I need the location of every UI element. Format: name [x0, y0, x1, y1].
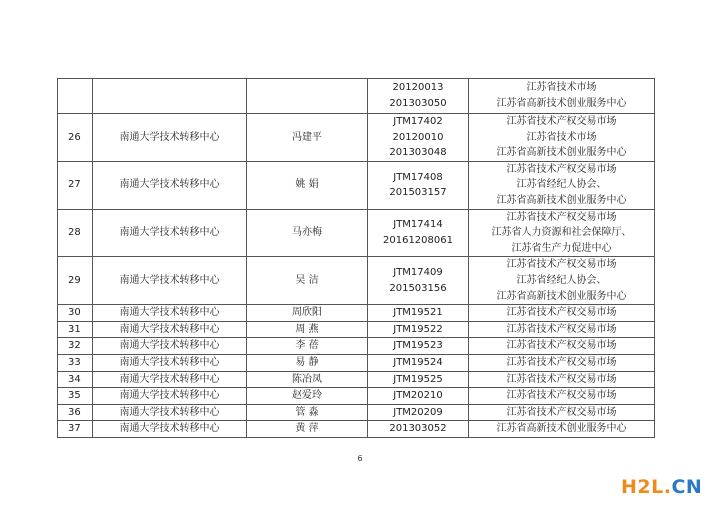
certificate-number: JTM17414: [393, 219, 443, 231]
organization-cell: 南通大学技术转移中心: [93, 321, 247, 338]
row-number-cell: 35: [58, 388, 93, 405]
issuing-authority: 江苏省高新技术创业服务中心: [496, 290, 627, 302]
issuing-authority: 江苏省高新技术创业服务中心: [496, 147, 627, 159]
issuing-authority: 江苏省技术产权交易市场: [506, 323, 617, 335]
table-row: [58, 209, 655, 257]
table-row: [58, 305, 655, 322]
row-number-cell: 26: [58, 114, 93, 162]
watermark-tld: CN: [671, 476, 703, 498]
certificate-number: 20120013: [392, 82, 444, 94]
certificate-number: JTM19525: [393, 373, 443, 385]
organization-cell: 南通大学技术转移中心: [93, 371, 247, 388]
organization-cell: 南通大学技术转移中心: [93, 421, 247, 438]
issuing-authority: 江苏省技术产权交易市场: [506, 390, 617, 402]
person-name-cell: 赵爱玲: [247, 388, 368, 405]
certificate-number: 20120010: [392, 131, 444, 143]
organization-cell: 南通大学技术转移中心: [93, 114, 247, 162]
row-number-cell: 32: [58, 338, 93, 355]
watermark-brand: H2L: [621, 476, 664, 498]
issuing-authority: 江苏省技术产权交易市场: [506, 259, 617, 271]
table-row: [58, 114, 655, 162]
organization-cell: 南通大学技术转移中心: [93, 404, 247, 421]
issuing-authority: 江苏省技术产权交易市场: [506, 406, 617, 418]
person-name-cell: [247, 79, 368, 114]
issuing-authority: 江苏省技术产权交易市场: [506, 211, 617, 223]
row-number-cell: 31: [58, 321, 93, 338]
certificate-number: JTM19522: [393, 323, 443, 335]
row-number-cell: 36: [58, 404, 93, 421]
certificate-number: JTM19524: [393, 356, 443, 368]
person-name-cell: 冯建平: [247, 114, 368, 162]
issuing-authority: 江苏省高新技术创业服务中心: [496, 423, 627, 435]
row-number-cell: 28: [58, 209, 93, 257]
issuing-authority: 江苏省技术产权交易市场: [506, 356, 617, 368]
issuing-authority: 江苏省技术产权交易市场: [506, 116, 617, 127]
row-number-cell: 29: [58, 257, 93, 305]
person-name-cell: 姚 娟: [247, 161, 368, 209]
certificate-number-cell: [368, 354, 469, 371]
certificate-number-cell: [368, 404, 469, 421]
issuing-authority-cell: [469, 388, 655, 405]
organization-cell: 南通大学技术转移中心: [93, 257, 247, 305]
issuing-authority-cell: [469, 257, 655, 305]
certificate-number: JTM17402: [393, 116, 443, 127]
issuing-authority-cell: [469, 371, 655, 388]
issuing-authority: 江苏省技术产权交易市场: [506, 307, 617, 319]
person-name-cell: 马亦梅: [247, 209, 368, 257]
issuing-authority: 江苏省技术产权交易市场: [506, 373, 617, 385]
certificate-number: 201303052: [389, 423, 447, 435]
watermark-dot: .: [663, 476, 672, 498]
person-name-cell: 管 淼: [247, 404, 368, 421]
row-number-cell: 30: [58, 305, 93, 322]
issuing-authority: 江苏省高新技术创业服务中心: [496, 98, 627, 109]
table-row: [58, 321, 655, 338]
issuing-authority-cell: [469, 161, 655, 209]
row-number-cell: 33: [58, 354, 93, 371]
row-number-cell: [58, 79, 93, 114]
certificate-number-cell: [368, 79, 469, 114]
certificate-number-cell: [368, 114, 469, 162]
organization-cell: 南通大学技术转移中心: [93, 305, 247, 322]
issuing-authority: 江苏省经纪人协会、: [516, 179, 607, 191]
certificate-number-cell: [368, 257, 469, 305]
organization-cell: [93, 79, 247, 114]
issuing-authority: 江苏省技术产权交易市场: [506, 340, 617, 352]
certificate-number-cell: [368, 305, 469, 322]
table-row: [58, 161, 655, 209]
table-row: [58, 338, 655, 355]
table-row: [58, 257, 655, 305]
certificate-number-cell: [368, 388, 469, 405]
certificate-number-cell: [368, 338, 469, 355]
certificate-number-cell: [368, 161, 469, 209]
issuing-authority-cell: [469, 421, 655, 438]
certificate-number: 201503156: [389, 282, 447, 294]
organization-cell: 南通大学技术转移中心: [93, 338, 247, 355]
issuing-authority: 江苏省技术市场: [526, 82, 597, 94]
row-number-cell: 27: [58, 161, 93, 209]
certificate-number: JTM20209: [393, 406, 443, 418]
certificate-number-cell: [368, 421, 469, 438]
issuing-authority-cell: [469, 79, 655, 114]
organization-cell: 南通大学技术转移中心: [93, 209, 247, 257]
certificate-table: [57, 78, 655, 438]
certificate-number: JTM20210: [393, 390, 443, 402]
site-watermark-logo: [621, 476, 702, 498]
table-row: [58, 404, 655, 421]
person-name-cell: 吴 洁: [247, 257, 368, 305]
issuing-authority-cell: [469, 114, 655, 162]
issuing-authority: 江苏省生产力促进中心: [511, 242, 612, 254]
person-name-cell: 黄 萍: [247, 421, 368, 438]
certificate-number: 20161208061: [383, 234, 453, 246]
issuing-authority-cell: [469, 404, 655, 421]
issuing-authority-cell: [469, 338, 655, 355]
person-name-cell: 周 燕: [247, 321, 368, 338]
issuing-authority: 江苏省高新技术创业服务中心: [496, 194, 627, 206]
table-row: [58, 421, 655, 438]
organization-cell: 南通大学技术转移中心: [93, 354, 247, 371]
issuing-authority-cell: [469, 321, 655, 338]
certificate-number: 201303048: [389, 147, 447, 159]
organization-cell: 南通大学技术转移中心: [93, 388, 247, 405]
certificate-number: JTM19523: [393, 340, 443, 352]
table-row: [58, 79, 655, 114]
table-row: [58, 388, 655, 405]
row-number-cell: 34: [58, 371, 93, 388]
page-number: 6: [357, 454, 363, 463]
person-name-cell: 易 静: [247, 354, 368, 371]
row-number-cell: 37: [58, 421, 93, 438]
table-row: [58, 354, 655, 371]
table-row: [58, 371, 655, 388]
table-body: [58, 79, 655, 438]
issuing-authority-cell: [469, 305, 655, 322]
certificate-number-cell: [368, 371, 469, 388]
issuing-authority: 江苏省技术产权交易市场: [506, 163, 617, 175]
person-name-cell: 周欣阳: [247, 305, 368, 322]
certificate-number: JTM19521: [393, 307, 443, 319]
certificate-number: JTM17408: [393, 171, 443, 183]
organization-cell: 南通大学技术转移中心: [93, 161, 247, 209]
issuing-authority: 江苏省技术市场: [526, 131, 597, 143]
issuing-authority: 江苏省经纪人协会、: [516, 274, 607, 286]
certificate-number-cell: [368, 321, 469, 338]
person-name-cell: 李 蓓: [247, 338, 368, 355]
issuing-authority-cell: [469, 209, 655, 257]
person-name-cell: 陈冶凤: [247, 371, 368, 388]
certificate-number-cell: [368, 209, 469, 257]
certificate-number: JTM17409: [393, 267, 443, 279]
certificate-number: 201503157: [389, 187, 447, 199]
issuing-authority: 江苏省人力资源和社会保障厅、: [491, 227, 632, 239]
issuing-authority-cell: [469, 354, 655, 371]
certificate-number: 201303050: [389, 98, 447, 109]
